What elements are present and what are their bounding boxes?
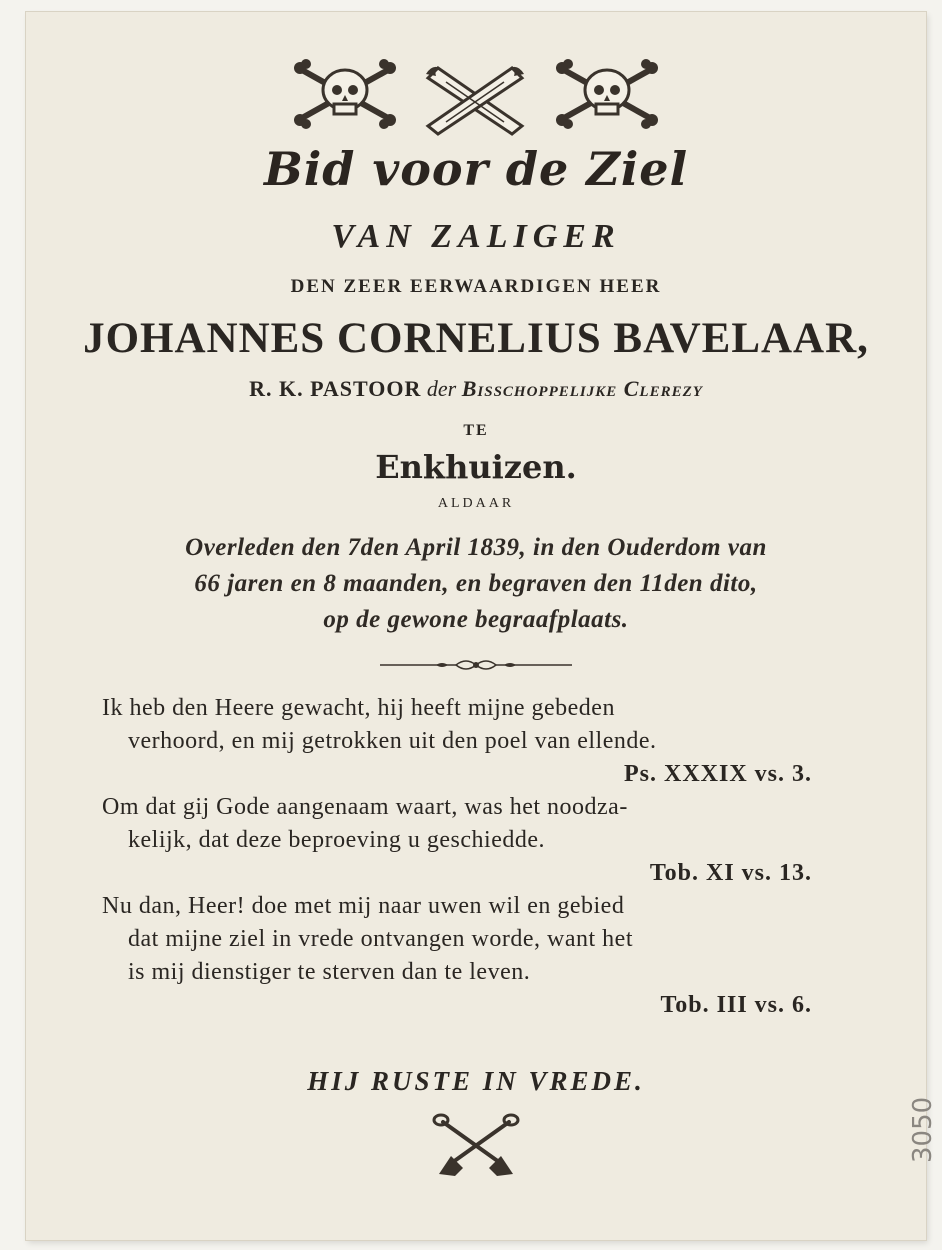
role-clergy: Bisschoppelijke Clerezy [461,376,703,401]
card-title: Bid voor de Ziel [263,142,689,196]
verse-reference: Tob. III vs. 6. [660,992,812,1018]
crossed-shovels-icon [26,1112,926,1182]
pencil-number-text: 3050 [908,1096,938,1163]
closing-text: HIJ RUSTE IN VREDE. [307,1066,645,1096]
bible-verses [102,692,852,1022]
top-ornaments [26,58,926,138]
deceased-name: JOHANNES CORNELIUS BAVELAAR, [83,315,869,362]
verse-line: dat mijne ziel in vrede ontvangen worde, want het [128,926,634,952]
verse-line: verhoord, en mij getrokken uit den poel van ellende. [128,728,657,754]
role-title: R. K. PASTOOR [249,376,422,401]
verse-line: Om dat gij Gode aangenaam waart, was het noodza- [102,794,628,820]
subtitle: VAN ZALIGER [331,218,621,255]
skull-crossbones-icon [294,59,396,129]
te-label: TE [463,422,489,439]
role-connector: der [426,376,457,401]
aldaar-label: ALDAAR [437,496,515,511]
death-line: op de gewone begraafplaats. [323,606,629,633]
verse-line: Nu dan, Heer! doe met mij naar uwen wil en gebied [102,893,625,919]
verse-line: is mij dienstiger te sterven dan te leven. [128,959,531,985]
death-notice [26,530,926,638]
verse-reference: Tob. XI vs. 13. [649,860,812,886]
death-line: Overleden den 7den April 1839, in den Ouderdom van [185,534,767,561]
verse-line: kelijk, dat deze beproeving u geschiedde. [128,827,546,853]
honorific: DEN ZEER EERWAARDIGEN HEER [290,276,662,297]
death-line: 66 jaren en 8 maanden, en begraven den 11den dito, [194,570,758,597]
memorial-card [26,12,938,1240]
place-name: Enkhuizen. [375,448,577,486]
verse-line: Ik heb den Heere gewacht, hij heeft mijne gebeden [102,695,615,721]
ornamental-divider [26,654,926,678]
skull-crossbones-icon [556,59,658,129]
crossed-torches-icon [426,67,524,134]
verse-reference: Ps. XXXIX vs. 3. [623,761,812,787]
pencil-inventory-number [876,1096,938,1198]
role-line [26,376,926,402]
